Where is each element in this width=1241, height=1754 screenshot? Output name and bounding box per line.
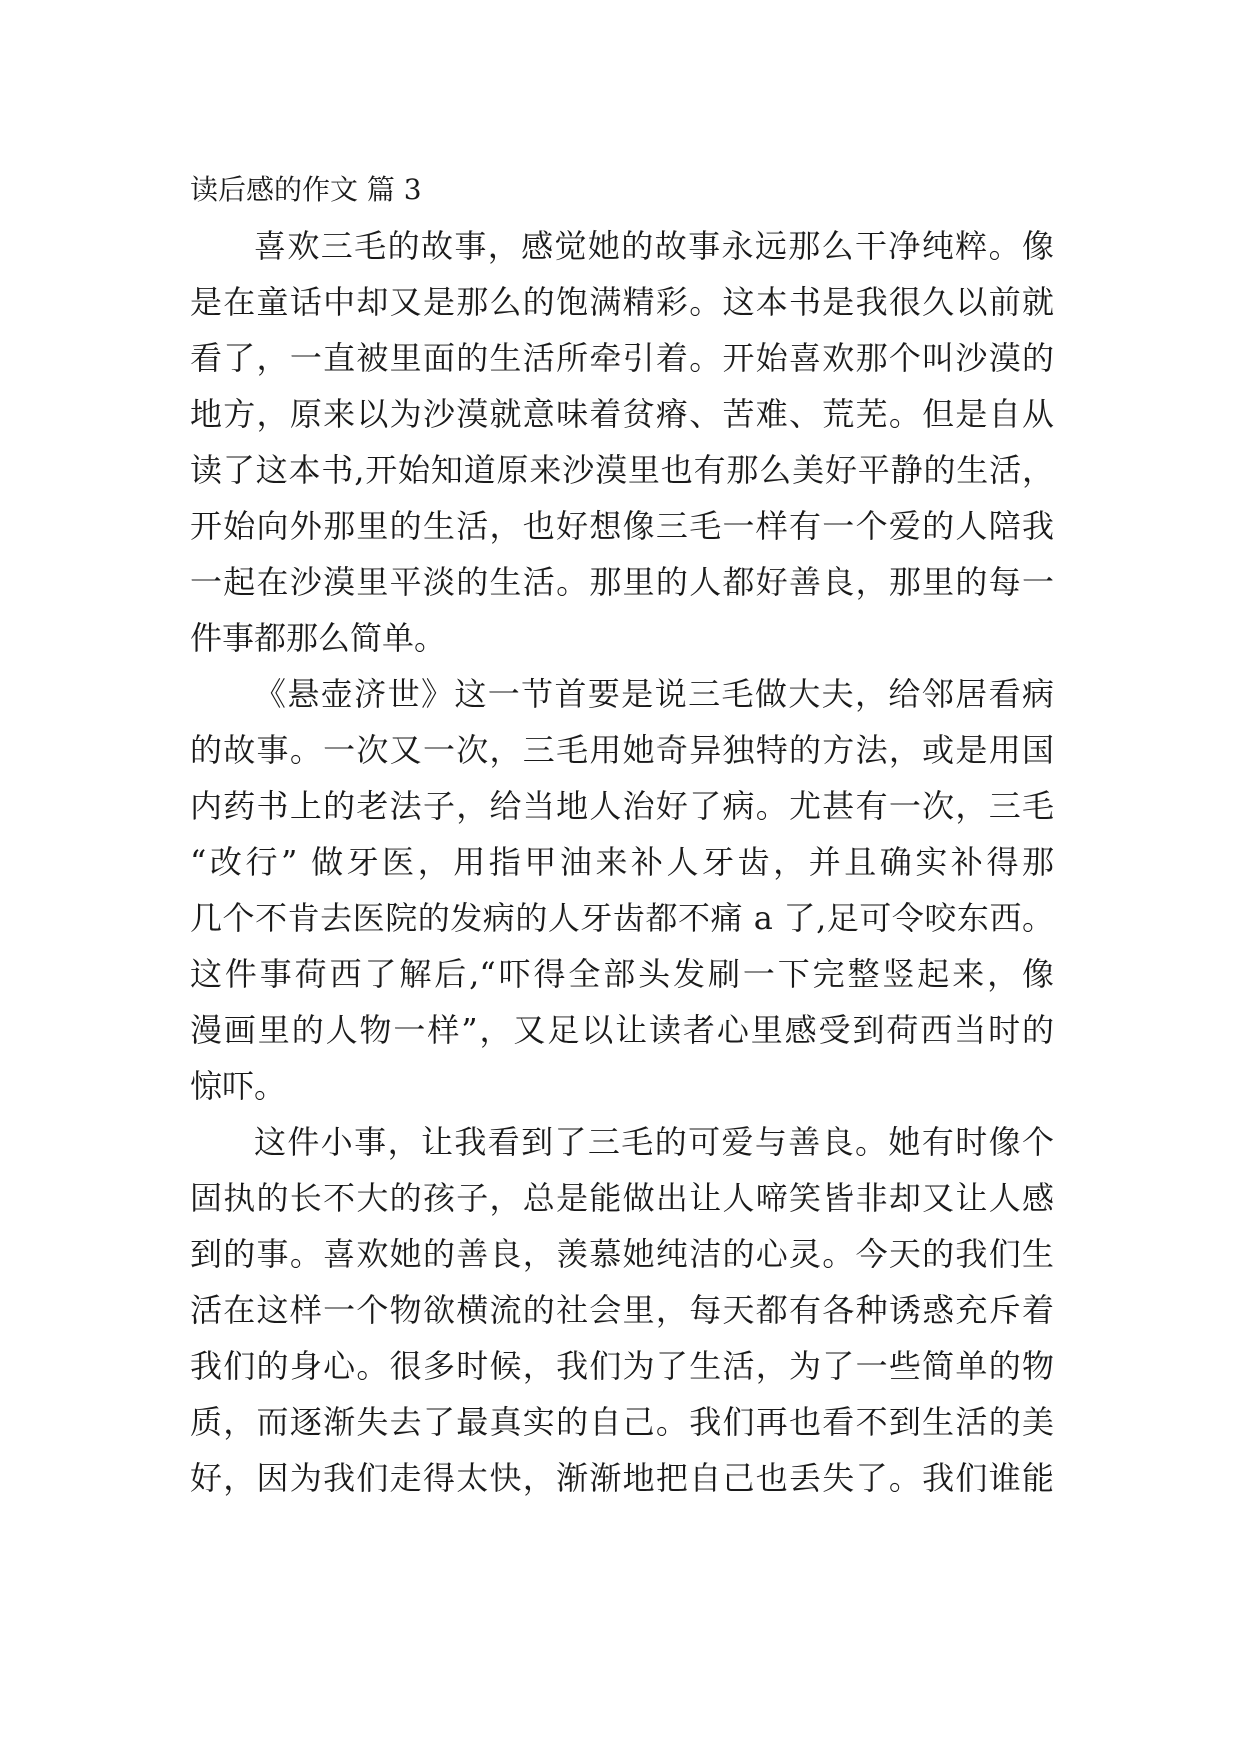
text-line: 开始向外那里的生活，也好想像三毛一样有一个爱的人陪我 (190, 507, 1054, 545)
text-line: 地方，原来以为沙漠就意味着贫瘠、苦难、荒芜。但是自从 (190, 395, 1054, 433)
text-line: 到的事。喜欢她的善良，羡慕她纯洁的心灵。今天的我们生 (190, 1235, 1054, 1273)
text-line: 的故事。一次又一次，三毛用她奇异独特的方法，或是用国 (190, 731, 1054, 769)
text-line: 《悬壶济世》这一节首要是说三毛做大夫，给邻居看病 (254, 675, 1054, 713)
text-line: 惊吓。 (190, 1067, 287, 1105)
text-line: 好，因为我们走得太快，渐渐地把自己也丢失了。我们谁能 (190, 1459, 1054, 1497)
text-line: 读了这本书,开始知道原来沙漠里也有那么美好平静的生活， (190, 451, 1054, 489)
text-line: 固执的长不大的孩子，总是能做出让人啼笑皆非却又让人感 (190, 1179, 1054, 1217)
text-line: 这件事荷西了解后,“吓得全部头发刷一下完整竖起来，像 (190, 955, 1054, 993)
text-line: 喜欢三毛的故事，感觉她的故事永远那么干净纯粹。像 (254, 227, 1054, 265)
text-line: 活在这样一个物欲横流的社会里，每天都有各种诱惑充斥着 (190, 1291, 1054, 1329)
text-line: 件事都那么简单。 (190, 619, 447, 657)
paragraph (190, 218, 1054, 666)
document-title: 读后感的作文 篇 3 (190, 173, 422, 206)
paragraph (190, 1114, 1054, 1506)
text-line: 内药书上的老法子，给当地人治好了病。尤甚有一次，三毛 (190, 787, 1054, 825)
text-line: 是在童话中却又是那么的饱满精彩。这本书是我很久以前就 (190, 283, 1054, 321)
text-line: 质，而逐渐失去了最真实的自己。我们再也看不到生活的美 (190, 1403, 1054, 1441)
text-line: 漫画里的人物一样”，又足以让读者心里感受到荷西当时的 (190, 1011, 1054, 1049)
text-line: 一起在沙漠里平淡的生活。那里的人都好善良，那里的每一 (190, 563, 1054, 601)
text-line: 几个不肯去医院的发病的人牙齿都不痛 a 了,足可令咬东西。 (190, 899, 1054, 937)
text-line: 看了，一直被里面的生活所牵引着。开始喜欢那个叫沙漠的 (190, 339, 1054, 377)
text-line: “改行” 做牙医，用指甲油来补人牙齿，并且确实补得那 (190, 843, 1054, 881)
text-line: 我们的身心。很多时候，我们为了生活，为了一些简单的物 (190, 1347, 1054, 1385)
document-body (190, 162, 1054, 1506)
paragraph (190, 666, 1054, 1114)
text-line: 这件小事，让我看到了三毛的可爱与善良。她有时像个 (254, 1123, 1054, 1161)
